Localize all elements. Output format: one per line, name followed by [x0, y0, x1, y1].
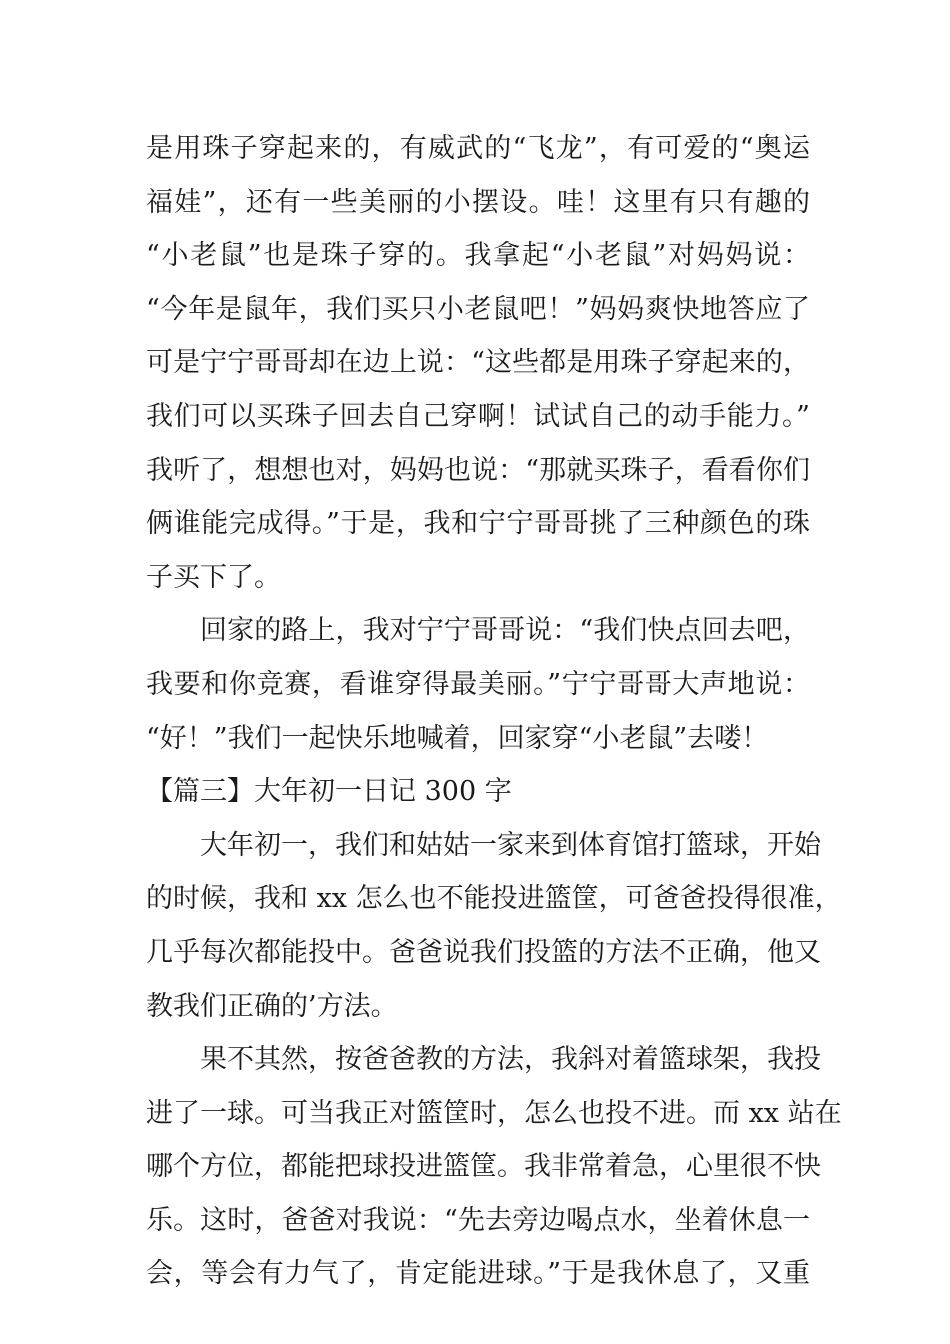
text-line: 子买下了。	[146, 561, 281, 593]
text-line: 我要和你竞赛，看谁穿得最美丽。”宁宁哥哥大声地说：	[146, 668, 810, 700]
paragraph-first-line: 果不其然，按爸爸教的方法，我斜对着篮球架，我投	[200, 1044, 821, 1076]
text-line: “好！”我们一起快乐地喊着，回家穿“小老鼠”去喽！	[146, 722, 769, 754]
text-line: 是用珠子穿起来的，有威武的“飞龙”，有可爱的“奥运	[146, 133, 810, 164]
text-line: 教我们正确的’方法。	[146, 990, 398, 1022]
text-line: 俩谁能完成得。”于是，我和宁宁哥哥挑了三种颜色的珠	[146, 508, 810, 540]
text-line: 福娃”，还有一些美丽的小摆设。哇！这里有只有趣的	[146, 186, 810, 218]
text-line: 可是宁宁哥哥却在边上说：“这些都是用珠子穿起来的，	[146, 347, 810, 379]
paragraph-first-line: 回家的路上，我对宁宁哥哥说：“我们快点回去吧，	[200, 615, 810, 647]
document-body	[146, 126, 842, 1305]
text-line: “小老鼠”也是珠子穿的。我拿起“小老鼠”对妈妈说：	[146, 240, 810, 272]
section-heading: 【篇三】大年初一日记 300 字	[146, 776, 512, 808]
text-line: 我们可以买珠子回去自己穿啊！试试自己的动手能力。”	[146, 400, 810, 432]
text-line: 乐。这时，爸爸对我说：“先去旁边喝点水，坐着休息一	[146, 1204, 810, 1236]
text-line: 的时候，我和 xx 怎么也不能投进篮筐，可爸爸投得很准，	[146, 883, 842, 915]
text-line: 进了一球。可当我正对篮筐时，怎么也投不进。而 xx 站在	[146, 1097, 842, 1129]
text-line: 我听了，想想也对，妈妈也说：“那就买珠子，看看你们	[146, 454, 810, 486]
text-line: “今年是鼠年，我们买只小老鼠吧！”妈妈爽快地答应了	[146, 293, 810, 325]
text-line: 会，等会有力气了，肯定能进球。”于是我休息了，又重	[146, 1258, 810, 1290]
text-line: 几乎每次都能投中。爸爸说我们投篮的方法不正确，他又	[146, 936, 821, 968]
text-line: 哪个方位，都能把球投进篮筐。我非常着急，心里很不快	[146, 1151, 821, 1183]
paragraph-first-line: 大年初一，我们和姑姑一家来到体育馆打篮球，开始	[200, 829, 821, 861]
